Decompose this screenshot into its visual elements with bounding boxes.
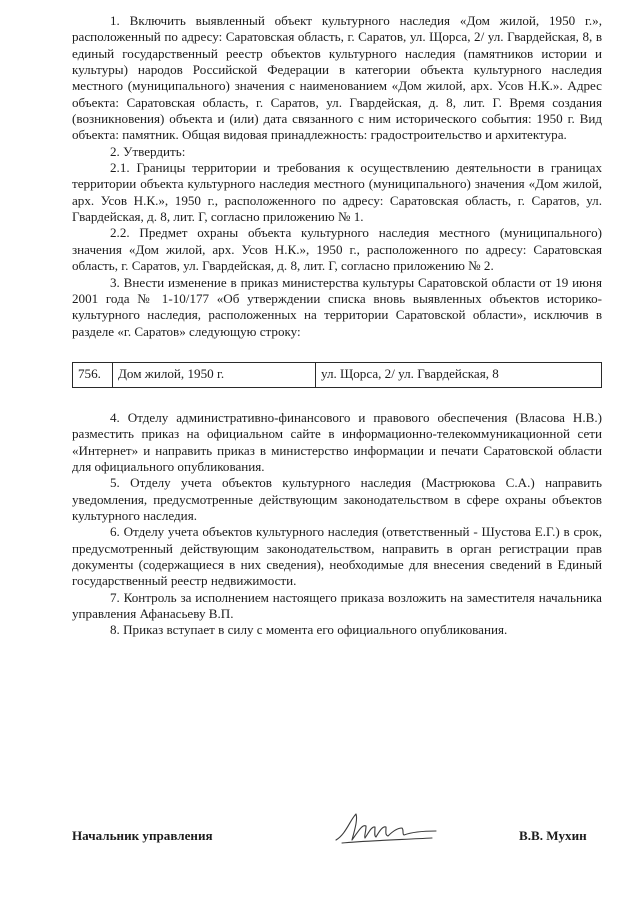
paragraph-1: 1. Включить выявленный объект культурного наследия «Дом жилой, 1950 г.», расположенный по адресу: Саратовская область, г. Саратов, ул. Щорса, 2/ ул. Гвардейская, 8, в единый государственный реестр объектов культурного наследия (памятников истории и культуры) народов Российской Федерации в категории объекта культурного наследия местного (муниципального) значения с наименованием «Дом жилой, арх. Усов Н.К.». Адрес объекта: Саратовская область, г. Саратов, ул. Гвардейская, д. 8, лит. Г. Время создания (возникновения) объекта и (или) дата связанного с ним исторического события: 1950 г. Вид объекта: памятник. Общая видовая принадлежность: градостроительство и архитектура. bbox=[72, 13, 602, 143]
paragraph-2: 2. Утвердить: bbox=[110, 143, 186, 159]
table-cell-address: ул. Щорса, 2/ ул. Гвардейская, 8 bbox=[316, 362, 602, 387]
signature-scribble-icon bbox=[332, 810, 442, 846]
table-row bbox=[73, 362, 602, 387]
paragraph-2-2: 2.2. Предмет охраны объекта культурного наследия местного (муниципального) значения «Дом жилой, арх. Усов Н.К.», 1950 г., расположенного по адресу: Саратовская область, г. Саратов, ул. Гвардейская, д. 8, лит. Г, согласно приложению № 2. bbox=[72, 225, 602, 274]
document-body bbox=[72, 13, 602, 639]
paragraph-6: 6. Отделу учета объектов культурного наследия (ответственный - Шустова Е.Г.) в срок, предусмотренный действующим законодательством, направить в орган регистрации прав документы (содержащиеся в них сведения), необходимые для внесения сведений в Единый государственный реестр недвижимости. bbox=[72, 524, 602, 589]
paragraph-8: 8. Приказ вступает в силу с момента его официального опубликования. bbox=[110, 622, 508, 638]
paragraph-3: 3. Внести изменение в приказ министерства культуры Саратовской области от 19 июня 2001 года № 1-10/177 «Об утверждении списка вновь выявленных объектов историко-культурного наследия, расположенных на территории Саратовской области», исключив в разделе «г. Саратов» следующую строку: bbox=[72, 274, 602, 339]
table-cell-number: 756. bbox=[73, 362, 113, 387]
paragraph-2-1: 2.1. Границы территории и требования к осуществлению деятельности в границах территории объекта культурного наследия местного (муниципального) значения «Дом жилой, арх. Усов Н.К.», 1950 г., расположенного по адресу: Саратовская область, г. Саратов, ул. Гвардейская, д. 8, лит. Г, согласно приложению № 1. bbox=[72, 160, 602, 225]
table bbox=[72, 362, 602, 388]
paragraph-4: 4. Отделу административно-финансового и правового обеспечения (Власова Н.В.) разместить приказ на официальном сайте в информационно-телекоммуникационной сети «Интернет» и направить приказ в министерство информации и печати Саратовской области для официального опубликования. bbox=[72, 409, 602, 474]
signatory-title: Начальник управления bbox=[72, 828, 213, 843]
table-cell-object: Дом жилой, 1950 г. bbox=[113, 362, 316, 387]
paragraph-5: 5. Отделу учета объектов культурного наследия (Мастрюкова С.А.) направить уведомления, предусмотренные действующим законодательством в сфере охраны объектов культурного наследия. bbox=[72, 475, 602, 523]
signatory-name: В.В. Мухин bbox=[519, 828, 587, 843]
excluded-row-table bbox=[72, 362, 602, 388]
paragraph-7: 7. Контроль за исполнением настоящего приказа возложить на заместителя начальника управления Афанасьеву В.П. bbox=[72, 589, 602, 621]
